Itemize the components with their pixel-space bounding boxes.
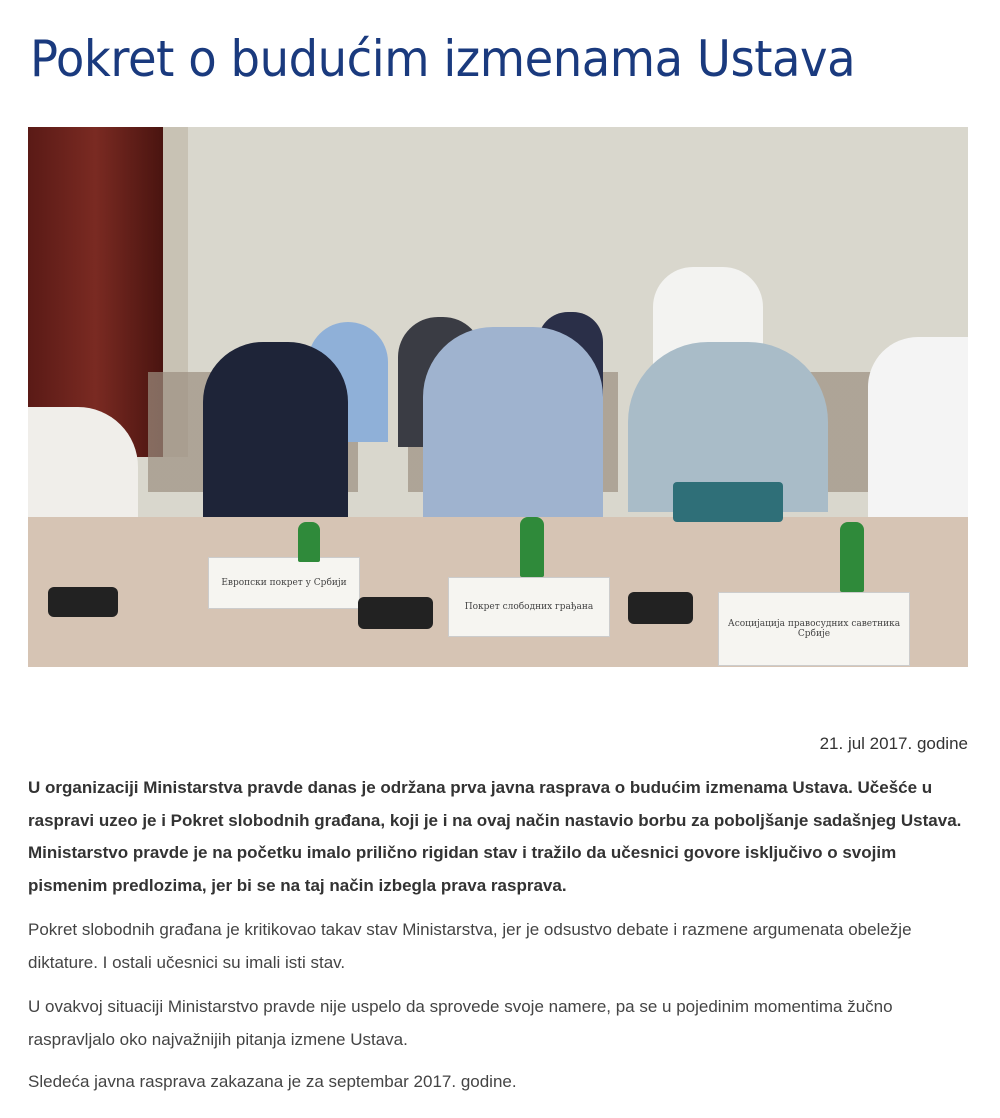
microphone: [48, 587, 118, 617]
page-title: Pokret o budućim izmenama Ustava: [30, 30, 856, 88]
microphone: [628, 592, 693, 624]
bottle: [520, 517, 544, 577]
article-paragraph: Sledeća javna rasprava zakazana je za septembar 2017. godine.: [28, 1072, 517, 1091]
article-paragraph: U organizaciji Ministarstva pravde danas je održana prva javna rasprava o budućim izmenama Ustava. Učešće u raspravi uzeo je i Pokret slobodnih građana, koji je i na ovaj način nastavio borbu za poboljšanje sadašnjeg Ustava. Ministarstvo pravde je na početku imalo prilično rigidan stav i tražilo da učesnici govore isključivo o svojim pismenim predlozima, jer bi se na taj način izbegla prava rasprava.: [28, 778, 962, 895]
bottle: [840, 522, 864, 592]
microphone: [358, 597, 433, 629]
placard: Европски покрет у Србији: [208, 557, 360, 609]
article-paragraph: U ovakvoj situaciji Ministarstvo pravde nije uspelo da sprovede svoje namere, pa se u pojedinim momentima žučno raspravljalo oko najvažnijih pitanja izmene Ustava.: [28, 997, 893, 1049]
bag: [673, 482, 783, 522]
placard: Покрет слободних грађана: [448, 577, 610, 637]
placard: Асоцијација правосудних саветника Србије: [718, 592, 910, 666]
article-photo: [28, 127, 968, 667]
person: [203, 342, 348, 522]
person: [423, 327, 603, 522]
bottle: [298, 522, 320, 562]
person: [868, 337, 968, 522]
person: [28, 407, 138, 527]
article-date: 21. jul 2017. godine: [819, 734, 968, 753]
article-paragraph: Pokret slobodnih građana je kritikovao takav stav Ministarstva, jer je odsustvo debate i razmene argumenata obeležje diktature. I ostali učesnici su imali isti stav.: [28, 920, 912, 972]
